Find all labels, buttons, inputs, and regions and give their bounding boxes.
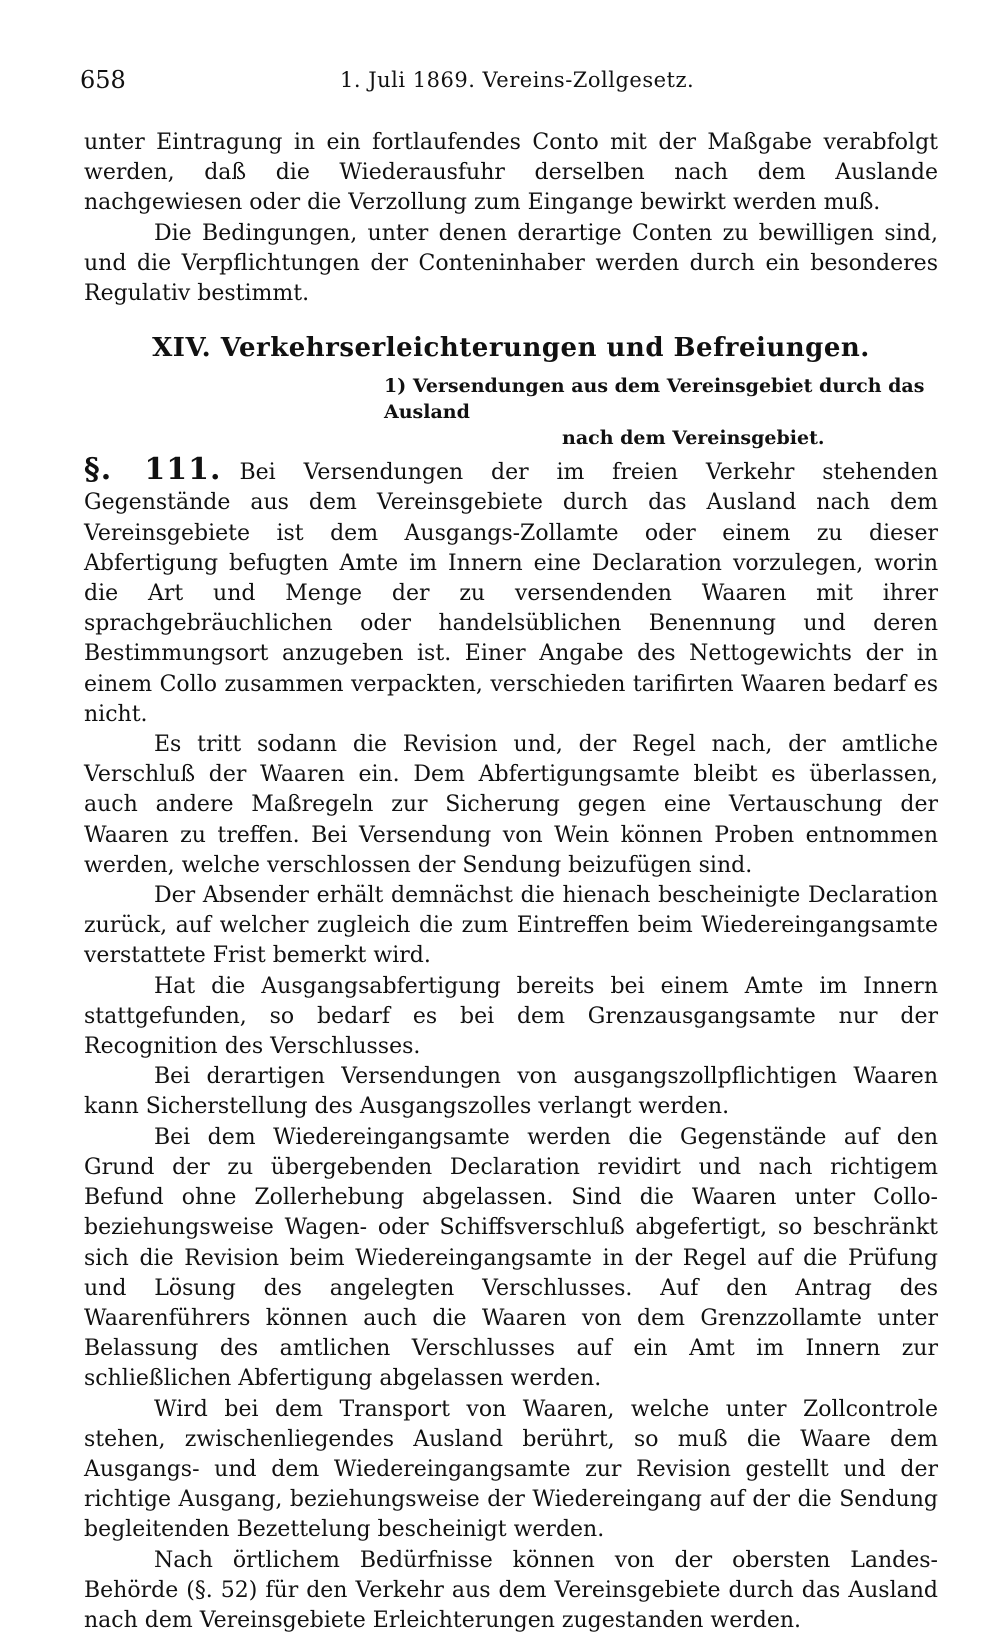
paragraph-mark: §. 111.: [84, 452, 222, 488]
section-111-paragraph: [84, 452, 938, 730]
paragraph-recognition: Hat die Ausgangsabfertigung bereits bei einem Amte im Innern stattgefunden, so bedarf es bei dem Grenzausgangsamte nur der Recognition des Verschlusses.: [84, 973, 938, 1060]
paragraph-revision: Es tritt sodann die Revision und, der Regel nach, der amtliche Verschluß der Waaren ein. Dem Abfertigungsamte bleibt es überlassen, auch andere Maßregeln zur Sicherung gegen eine Vertauschung der Waaren zu treffen. Bei Versendung von Wein können Proben entnommen werden, welche verschlossen der Sendung beizufügen sind.: [84, 732, 938, 878]
section-111-text: Bei Versendungen der im freien Verkehr stehenden Gegenstände aus dem Vereinsgebiete durch das Ausland nach dem Vereinsgebiete ist dem Ausgangs-Zollamte oder einem zu dieser Abfertigung befugten Amte im Innern eine Declaration vorzulegen, worin die Art und Menge der zu versendenden Waaren mit ihrer sprachgebräuchlichen oder handelsüblichen Benennung und deren Bestimmungsort anzugeben ist. Einer Angabe des Nettogewichts der in einem Collo zusammen verpackten, verschieden tarifirten Waaren bedarf es nicht.: [84, 460, 938, 727]
running-head: 1. Juli 1869. Vereins-Zollgesetz.: [340, 68, 695, 92]
section-heading: XIV. Verkehrserleichterungen und Befreiungen.: [152, 333, 870, 364]
page-header: [80, 66, 940, 106]
paragraph-declaration: Der Absender erhält demnächst die hienach bescheinigte Declaration zurück, auf welcher zugleich die zum Eintreffen beim Wiedereingangsamte verstattete Frist bemerkt wird.: [84, 883, 938, 969]
subsection-heading-line-1: 1) Versendungen aus dem Vereinsgebiet durch das Ausland: [384, 375, 925, 424]
body-text: [84, 128, 938, 1636]
paragraph-reentry: Bei dem Wiedereingangsamte werden die Gegenstände auf den Grund der zu übergebenden Declaration revidirt und nach richtigem Befund ohne Zollerhebung abgelassen. Sind die Waaren unter Collo- beziehungsweise Wagen- oder Schiffsverschluß abgefertigt, so beschränkt sich die Revision beim Wiedereingangsamte in der Regel auf die Prüfung und Lösung des angelegten Verschlusses. Auf den Antrag des Waarenführers können auch die Waaren von dem Grenzzollamte unter Belassung des amtlichen Verschlusses auf ein Amt im Innern zur schließlichen Abfertigung abgelassen werden.: [84, 1124, 938, 1392]
subsection-heading-line-2: nach dem Vereinsgebiet.: [562, 427, 825, 450]
conten-regulation-paragraph: Die Bedingungen, unter denen derartige Conten zu bewilligen sind, und die Verpflichtungen der Conteninhaber werden durch ein besonderes Regulativ bestimmt.: [84, 220, 938, 307]
paragraph-security: Bei derartigen Versendungen von ausgangszollpflichtigen Waaren kann Sicherstellung des Ausgangszolles verlangt werden.: [84, 1064, 938, 1120]
continued-paragraph: unter Eintragung in ein fortlaufendes Conto mit der Maßgabe verabfolgt werden, daß die Wiederausfuhr derselben nach dem Auslande nachgewiesen oder die Verzollung zum Eingange bewirkt werden muß.: [84, 130, 938, 216]
page-number: 658: [80, 66, 126, 94]
paragraph-transport: Wird bei dem Transport von Waaren, welche unter Zollcontrole stehen, zwischenliegendes Ausland berührt, so muß die Waare dem Ausgangs- und dem Wiedereingangsamte zur Revision gestellt und der richtige Ausgang, beziehungsweise der Wiedereingang auf der die Sendung begleitenden Bezettelung bescheinigt werden.: [84, 1396, 938, 1543]
subsection-heading: [384, 373, 938, 451]
paragraph-facilitation: Nach örtlichem Bedürfnisse können von der obersten Landes-Behörde (§. 52) für den Verkehr aus dem Vereinsgebiete durch das Ausland nach dem Vereinsgebiete Erleichterungen zugestanden werden.: [84, 1547, 938, 1633]
